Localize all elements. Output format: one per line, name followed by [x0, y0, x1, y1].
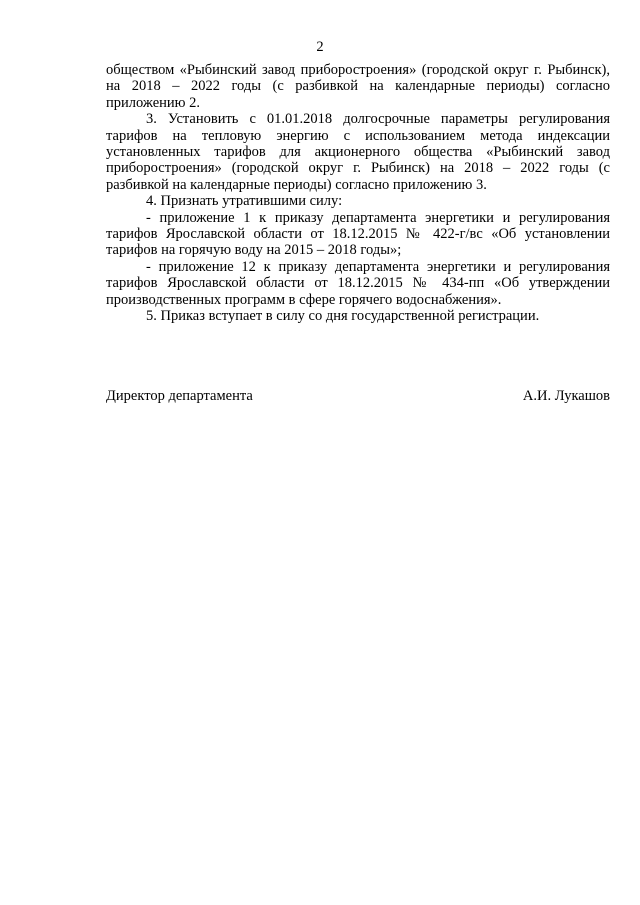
page-number: 2 [316, 39, 324, 55]
signatory-name: А.И. Лукашов [522, 388, 610, 404]
signature-block [106, 387, 610, 405]
signatory-position: Директор департамента [106, 388, 253, 404]
paragraph-subitem-1: - приложение 1 к приказу департамента энергетики и регулирования тарифов Ярославской области от 18.12.2015 № 422-г/вс «Об установлении тарифов на горячую воду на 2015 – 2018 годы»; [106, 209, 610, 259]
paragraph-item-5: 5. Приказ вступает в силу со дня государственной регистрации. [146, 308, 540, 325]
paragraph-continuation: обществом «Рыбинский завод приборостроения» (городской округ г. Рыбинск), на 2018 – 2022 годы (с разбивкой на календарные периоды) согласно приложению 2. [106, 62, 610, 111]
paragraph-subitem-2: - приложение 12 к приказу департамента энергетики и регулирования тарифов Ярославской области от 18.12.2015 № 434-пп «Об утверждении производственных программ в сфере горячего водоснабжения». [106, 258, 610, 308]
paragraph-item-3: 3. Установить с 01.01.2018 долгосрочные параметры регулирования тарифов на тепловую энергию с использованием метода индексации установленных тарифов для акционерного общества «Рыбинский завод приборостроения» (городской округ г. Рыбинск) на 2018 – 2022 годы (с разбивкой на календарные периоды) согласно приложению 3. [106, 111, 610, 193]
document-body [106, 62, 610, 325]
paragraph-item-4: 4. Признать утратившими силу: [146, 193, 343, 210]
